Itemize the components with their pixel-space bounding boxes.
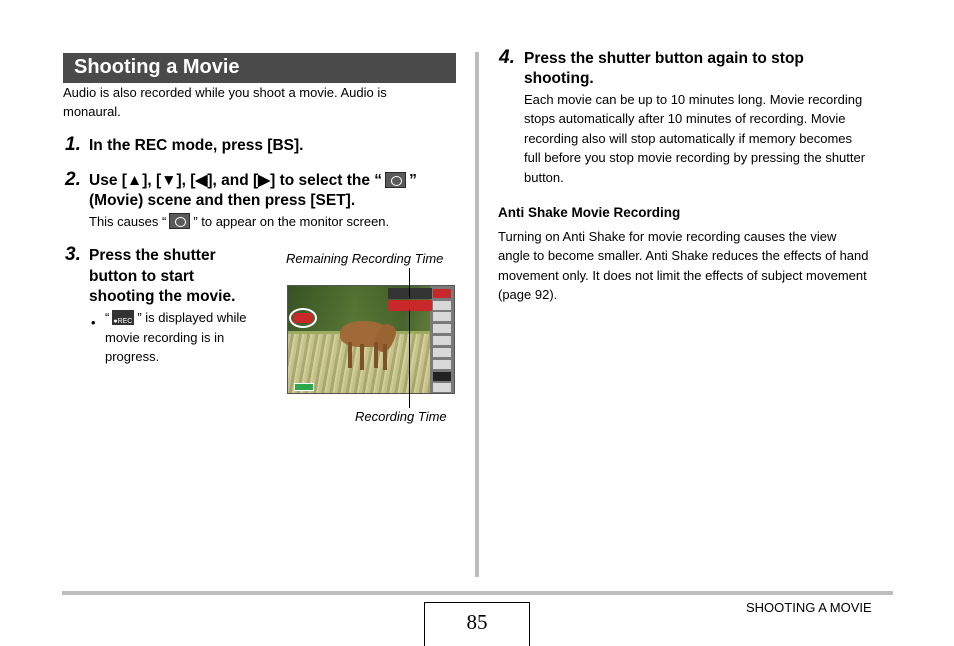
step-3-line-3: shooting the movie.	[89, 288, 236, 305]
step-2-note-b: ” to appear on the monitor screen.	[193, 214, 390, 229]
battery-icon	[294, 383, 314, 391]
remaining-time-readout	[388, 288, 432, 299]
footer-rule	[62, 591, 893, 595]
step-2-number: 2.	[65, 169, 81, 190]
footer-section-name: SHOOTING A MOVIE	[746, 600, 872, 615]
step-3-line-1: Press the shutter	[89, 247, 216, 264]
step-3-bullet-line-1	[105, 308, 246, 327]
recording-time-readout	[388, 300, 432, 311]
anti-shake-body-line: Turning on Anti Shake for movie recording causes the view	[498, 229, 837, 244]
step-2-line-1-b: ”	[409, 172, 417, 189]
step-4-body-line: recording also will stop automatically if memory becomes	[524, 131, 853, 146]
step-3-bullet-a: “	[105, 310, 110, 325]
deer-leg	[360, 344, 364, 370]
step-2-line-1	[89, 171, 417, 191]
step-3-bullet-b: ” is displayed while	[137, 310, 247, 325]
step-4-body-line: stops automatically after 10 minutes of recording. Movie	[524, 111, 846, 126]
step-3-bullet-line-3: progress.	[105, 349, 160, 364]
movie-scene-icon	[385, 172, 406, 188]
step-2-line-2: (Movie) scene and then press [SET].	[89, 192, 356, 209]
pf-icon	[433, 312, 451, 321]
step-3-bullet-line-2: movie recording is in	[105, 330, 225, 345]
bullet-marker: •	[91, 315, 96, 330]
step-2-line-1-a: Use [▲], [▼], [◀], and [▶] to select the “	[89, 172, 383, 189]
rec-indicator-icon	[112, 310, 134, 325]
step-3-number: 3.	[65, 244, 81, 265]
page-number-box	[424, 602, 530, 646]
leader-line-recording	[409, 310, 410, 408]
step-2-note	[89, 212, 389, 231]
step-4-body-line: button.	[524, 170, 564, 185]
timer-icon	[433, 324, 451, 333]
column-divider	[475, 52, 479, 577]
awb-icon	[433, 360, 451, 369]
iso-icon	[433, 348, 451, 357]
section-title-bar	[63, 53, 456, 83]
intro-line-1: Audio is also recorded while you shoot a movie. Audio is	[63, 85, 387, 100]
leader-line-remaining	[409, 268, 410, 298]
intro-line-2: monaural.	[63, 104, 121, 119]
anti-shake-heading: Anti Shake Movie Recording	[498, 205, 681, 220]
step-4-line-1: Press the shutter button again to stop	[524, 50, 804, 67]
section-title: Shooting a Movie	[74, 56, 240, 78]
anti-shake-icon	[433, 336, 451, 345]
figure-label-remaining-time: Remaining Recording Time	[286, 251, 444, 266]
step-2-note-a: This causes “	[89, 214, 167, 229]
camera-monitor-screenshot	[287, 285, 455, 394]
anti-shake-body-line: angle to become smaller. Anti Shake reduces the effects of hand	[498, 248, 869, 263]
rec-highlight-circle	[289, 308, 317, 328]
clock-icon	[433, 383, 451, 392]
step-4-number: 4.	[499, 47, 515, 68]
deer-leg	[374, 342, 378, 368]
step-4-body-line: Each movie can be up to 10 minutes long. Movie recording	[524, 92, 863, 107]
flash-icon	[433, 301, 451, 310]
step-4-body-line: full before you stop movie recording by pressing the shutter	[524, 150, 866, 165]
quality-icon	[433, 289, 451, 298]
movie-scene-icon	[169, 213, 190, 229]
step-3-line-2: button to start	[89, 268, 195, 285]
step-1-text: In the REC mode, press [BS].	[89, 137, 304, 154]
anti-shake-body-line: movement only. It does not limit the effects of subject movement	[498, 268, 867, 283]
anti-shake-body-line: (page 92).	[498, 287, 558, 302]
step-1-number: 1.	[65, 134, 81, 155]
step-4-line-2: shooting.	[524, 70, 594, 87]
page-number: 85	[466, 610, 488, 634]
ev-icon	[433, 372, 451, 381]
deer-leg	[383, 344, 387, 370]
deer-leg	[348, 342, 352, 368]
figure-label-recording-time: Recording Time	[355, 409, 447, 424]
